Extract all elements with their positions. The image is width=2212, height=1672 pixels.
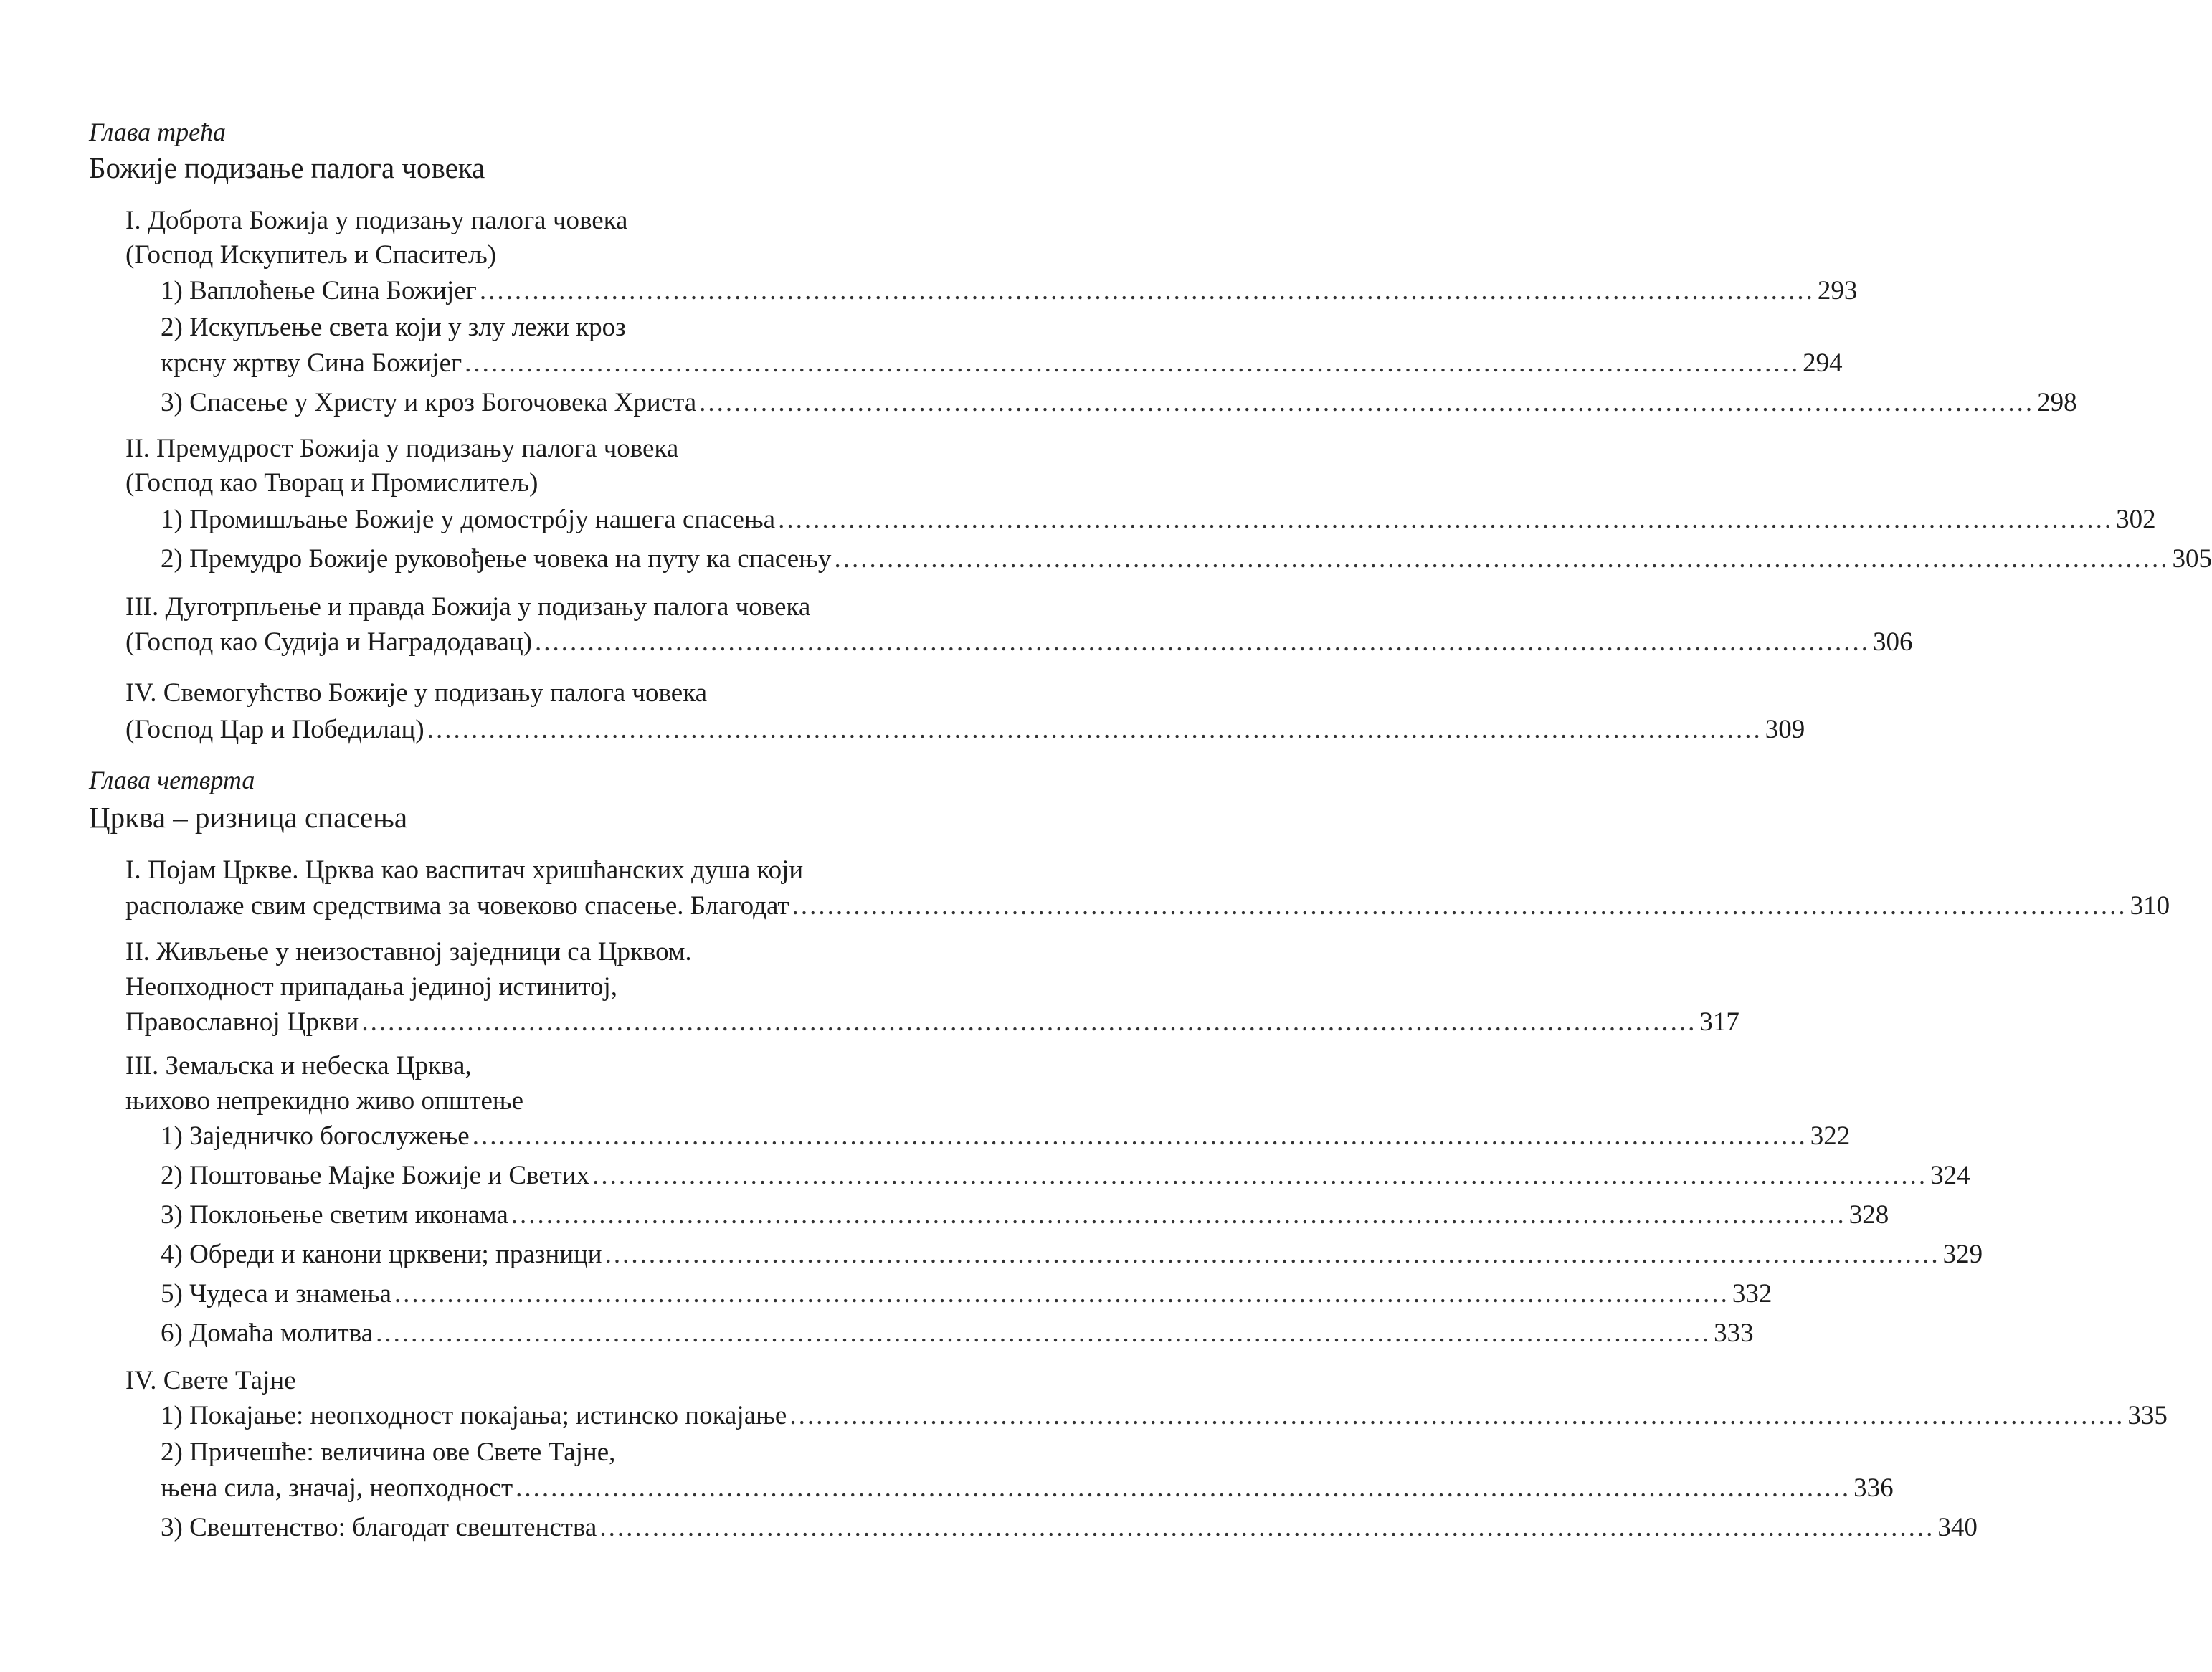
page-number: 294 xyxy=(1803,348,1843,378)
section-heading-text: II. Премудрост Божија у подизању палога човека xyxy=(125,434,679,463)
page-number: 335 xyxy=(2127,1401,2168,1430)
entry-text: 6) Домаћа молитва xyxy=(161,1319,374,1348)
entry-text: (Господ Цар и Победилац) xyxy=(125,715,424,744)
dot-leader: ........................................................................................................................................................ xyxy=(592,1161,1928,1190)
toc-entry[interactable] xyxy=(161,504,2156,536)
entry-text: 3) Свештенство: благодат свештенства xyxy=(161,1513,597,1542)
toc-entry[interactable] xyxy=(161,1200,1889,1231)
entry-text: 2) Поштовање Мајке Божије и Светих xyxy=(161,1161,590,1190)
section-heading xyxy=(125,239,496,271)
toc-entry[interactable] xyxy=(161,543,2212,575)
entry-text: 3) Поклоњење светим иконама xyxy=(161,1200,508,1230)
entry-text: 1) Промишљање Божије у домострóју нашега спасења xyxy=(161,505,776,534)
dot-leader: ........................................................................................................................................................ xyxy=(465,348,1800,378)
section-heading-text: (Господ Искупитељ и Спаситељ) xyxy=(125,240,497,270)
toc-entry-line[interactable] xyxy=(161,312,626,343)
toc-entry[interactable] xyxy=(125,714,1805,746)
toc-entry[interactable] xyxy=(161,1512,1978,1544)
page-number: 329 xyxy=(1942,1240,1983,1269)
entry-text: Православној Цркви xyxy=(125,1007,359,1037)
section-heading-text: IV. Свете Тајне xyxy=(125,1366,296,1395)
toc-entry[interactable] xyxy=(125,1007,1739,1038)
page-number: 322 xyxy=(1810,1121,1851,1151)
toc-entry[interactable] xyxy=(161,1278,1772,1310)
section-heading xyxy=(125,592,810,623)
dot-leader: ........................................................................................................................................................ xyxy=(604,1240,1940,1269)
entry-text: 1) Заједничко богослужење xyxy=(161,1121,470,1151)
dot-leader: ........................................................................................................................................................ xyxy=(472,1121,1808,1151)
entry-text: крсну жртву Сина Божијег xyxy=(161,348,462,378)
dot-leader: ........................................................................................................................................................ xyxy=(427,715,1762,744)
page-number: 305 xyxy=(2172,544,2212,574)
page-number: 306 xyxy=(1873,627,1913,657)
section-heading-text: I. Доброта Божија у подизању палога човека xyxy=(125,206,628,235)
toc-entry[interactable] xyxy=(161,275,1858,307)
page-number: 293 xyxy=(1817,276,1858,305)
entry-text: (Господ као Судија и Наградодавац) xyxy=(125,627,533,657)
toc-entry[interactable] xyxy=(125,627,1913,658)
section-heading xyxy=(125,972,617,1003)
section-heading-text: (Господ као Творац и Промислитељ) xyxy=(125,468,538,498)
section-heading-text: Неопходност припадања јединој истинитој, xyxy=(125,972,618,1002)
toc-entry[interactable] xyxy=(161,1239,1983,1270)
entry-text: 2) Премудро Божије руковођење човека на путу ка спасењу xyxy=(161,544,832,574)
page-number: 333 xyxy=(1714,1319,1754,1348)
dot-leader: ........................................................................................................................................................ xyxy=(511,1200,1846,1230)
section-heading xyxy=(125,855,803,886)
page-number: 336 xyxy=(1853,1473,1894,1503)
dot-leader: ........................................................................................................................................................ xyxy=(361,1007,1697,1037)
dot-leader: ........................................................................................................................................................ xyxy=(699,388,2035,417)
section-heading-text: II. Живљење у неизоставној заједници са Црквом. xyxy=(125,937,692,966)
toc-entry[interactable] xyxy=(125,890,2170,922)
entry-text: 5) Чудеса и знамења xyxy=(161,1279,391,1308)
section-heading xyxy=(125,205,627,237)
section-heading-text: III. Земаљска и небеска Црква, xyxy=(125,1051,472,1080)
dot-leader: ........................................................................................................................................................ xyxy=(535,627,1871,657)
toc-entry[interactable] xyxy=(161,1400,2168,1432)
dot-leader: ........................................................................................................................................................ xyxy=(394,1279,1729,1308)
page-number: 302 xyxy=(2116,505,2156,534)
page-number: 309 xyxy=(1765,715,1805,744)
toc-entry[interactable] xyxy=(161,1121,1851,1152)
page-number: 340 xyxy=(1937,1513,1978,1542)
dot-leader: ........................................................................................................................................................ xyxy=(834,544,2170,574)
chapter-label: Глава четврта xyxy=(89,766,255,794)
page-number: 332 xyxy=(1732,1279,1772,1308)
section-heading-text: IV. Свемогућство Божије у подизању палога човека xyxy=(125,678,708,708)
dot-leader: ........................................................................................................................................................ xyxy=(516,1473,1851,1503)
dot-leader: ........................................................................................................................................................ xyxy=(599,1513,1935,1542)
chapter-title: Црква – ризница спасења xyxy=(89,801,408,834)
entry-text: 2) Причешће: величина ове Свете Тајне, xyxy=(161,1438,616,1467)
entry-text: 3) Спасење у Христу и кроз Богочовека Христа xyxy=(161,388,697,417)
section-heading-text: њихово непрекидно живо општење xyxy=(125,1086,524,1116)
entry-text: 1) Ваплоћење Сина Божијег xyxy=(161,276,477,305)
page-number: 324 xyxy=(1930,1161,1970,1190)
section-heading xyxy=(125,433,678,465)
toc-entry[interactable] xyxy=(161,1318,1754,1349)
section-heading xyxy=(125,467,538,499)
chapter-label: Глава трећа xyxy=(89,118,227,146)
entry-text: 1) Покајање: неопходност покајања; истинско покајање xyxy=(161,1401,787,1430)
page-number: 317 xyxy=(1699,1007,1739,1037)
page-number: 298 xyxy=(2037,388,2077,417)
entry-text: њена сила, значај, неопходност xyxy=(161,1473,513,1503)
chapter-title: Божије подизање палога човека xyxy=(89,151,485,184)
entry-text: 4) Обреди и канони црквени; празници xyxy=(161,1240,602,1269)
toc-entry[interactable] xyxy=(161,1473,1894,1504)
dot-leader: ........................................................................................................................................................ xyxy=(376,1319,1712,1348)
section-heading-text: I. Појам Цркве. Црква као васпитач хришћанских душа који xyxy=(125,855,804,885)
section-heading xyxy=(125,1086,523,1117)
page-number: 328 xyxy=(1848,1200,1889,1230)
section-heading xyxy=(125,936,692,968)
toc-entry[interactable] xyxy=(161,1160,1970,1192)
section-heading-text: III. Дуготрпљење и правда Божија у подизању палога човека xyxy=(125,592,811,622)
dot-leader: ........................................................................................................................................................ xyxy=(479,276,1815,305)
entry-text: располаже свим средствима за човеково спасење. Благодат xyxy=(125,891,789,921)
section-heading xyxy=(125,1365,296,1397)
section-heading xyxy=(125,678,707,709)
toc-entry[interactable] xyxy=(161,348,1843,379)
page-number: 310 xyxy=(2130,891,2170,921)
dot-leader: ........................................................................................................................................................ xyxy=(792,891,2127,921)
toc-entry-line[interactable] xyxy=(161,1437,615,1468)
toc-entry[interactable] xyxy=(161,387,2077,419)
section-heading xyxy=(125,1050,472,1082)
entry-text: 2) Искупљење света који у злу лежи кроз xyxy=(161,313,626,342)
dot-leader: ........................................................................................................................................................ xyxy=(789,1401,2125,1430)
dot-leader: ........................................................................................................................................................ xyxy=(778,505,2114,534)
